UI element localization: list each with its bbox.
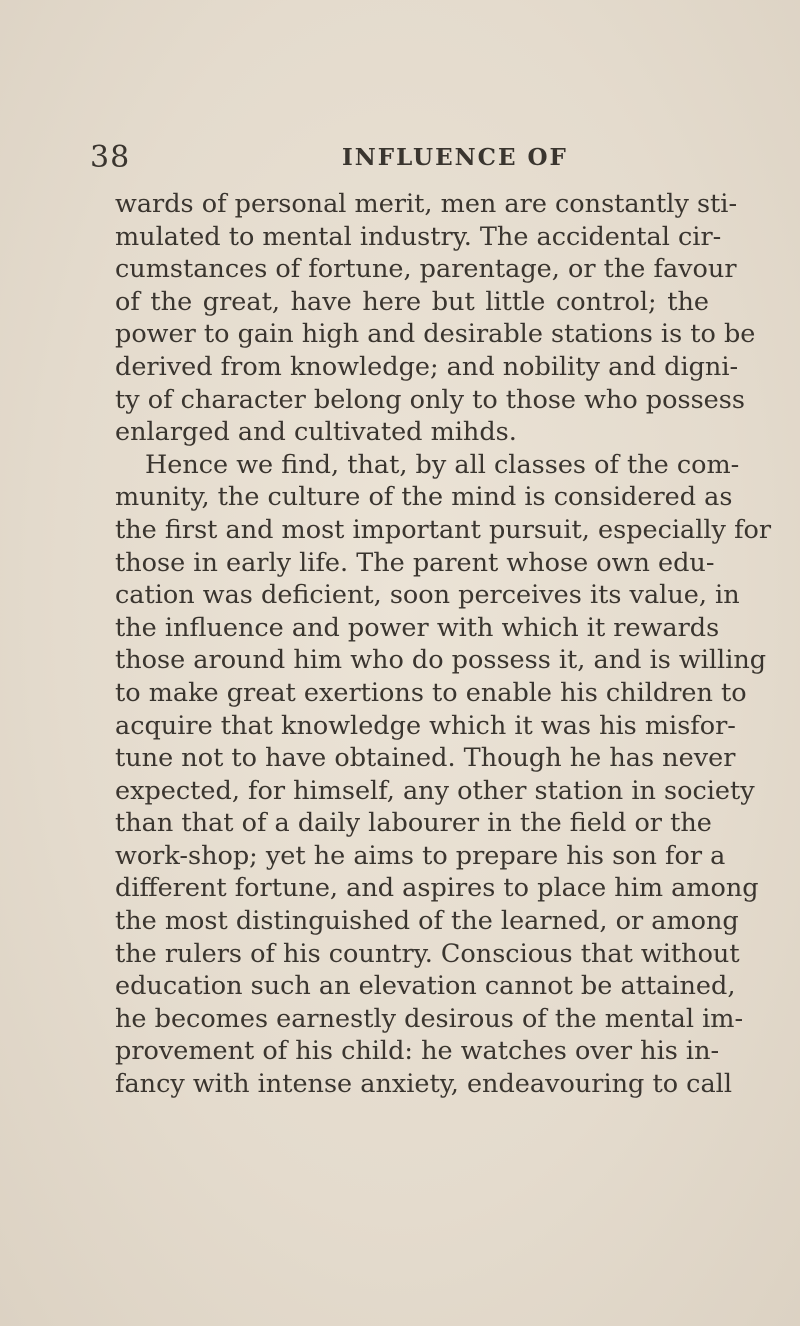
text-line: provement of his child: he watches over his in- [115, 1036, 720, 1067]
text-line: ty of character belong only to those who possess [115, 384, 745, 415]
text-line: mulated to mental industry. The accidental cir- [115, 221, 722, 252]
text-line: the most distinguished of the learned, or among [115, 906, 739, 937]
text-line: education such an elevation cannot be attained, [115, 971, 736, 1002]
text-line: those around him who do possess it, and is willing [115, 645, 767, 676]
page-number: 38 [90, 140, 131, 175]
text-line: work-shop; yet he aims to prepare his son for a [115, 840, 726, 871]
running-head: INFLUENCE OF [342, 144, 568, 171]
text-line: cation was deficient, soon perceives its value, in [115, 580, 740, 611]
text-line: those in early life. The parent whose own edu- [115, 547, 715, 578]
text-line-paragraph-start: Hence we find, that, by all classes of the com- [145, 449, 740, 480]
text-line: different fortune, and aspires to place him among [115, 873, 759, 904]
text-line: munity, the culture of the mind is considered as [115, 482, 733, 513]
text-line: the rulers of his country. Conscious that without [115, 938, 740, 969]
text-line: acquire that knowledge which it was his misfor- [115, 710, 736, 741]
text-line: to make great exertions to enable his children to [115, 677, 747, 708]
body-text [115, 188, 772, 1101]
text-line: derived from knowledge; and nobility and digni- [115, 351, 739, 382]
text-line: he becomes earnestly desirous of the mental im- [115, 1003, 744, 1034]
text-line-paragraph-end: enlarged and cultivated mihds. [115, 417, 517, 448]
text-line: of the great, have here but little control; the [115, 286, 709, 317]
text-line: wards of personal merit, men are constantly sti- [115, 189, 738, 219]
page-header [90, 140, 730, 180]
text-line: fancy with intense anxiety, endeavouring to call [115, 1069, 732, 1100]
text-line: cumstances of fortune, parentage, or the favour [115, 254, 737, 285]
text-line: the influence and power with which it rewards [115, 612, 720, 643]
text-line: the first and most important pursuit, especially for [115, 514, 772, 545]
text-line: power to gain high and desirable stations is to be [115, 319, 756, 350]
text-line: than that of a daily labourer in the field or the [115, 808, 712, 839]
text-line: expected, for himself, any other station in society [115, 775, 755, 806]
text-line: tune not to have obtained. Though he has never [115, 743, 736, 774]
